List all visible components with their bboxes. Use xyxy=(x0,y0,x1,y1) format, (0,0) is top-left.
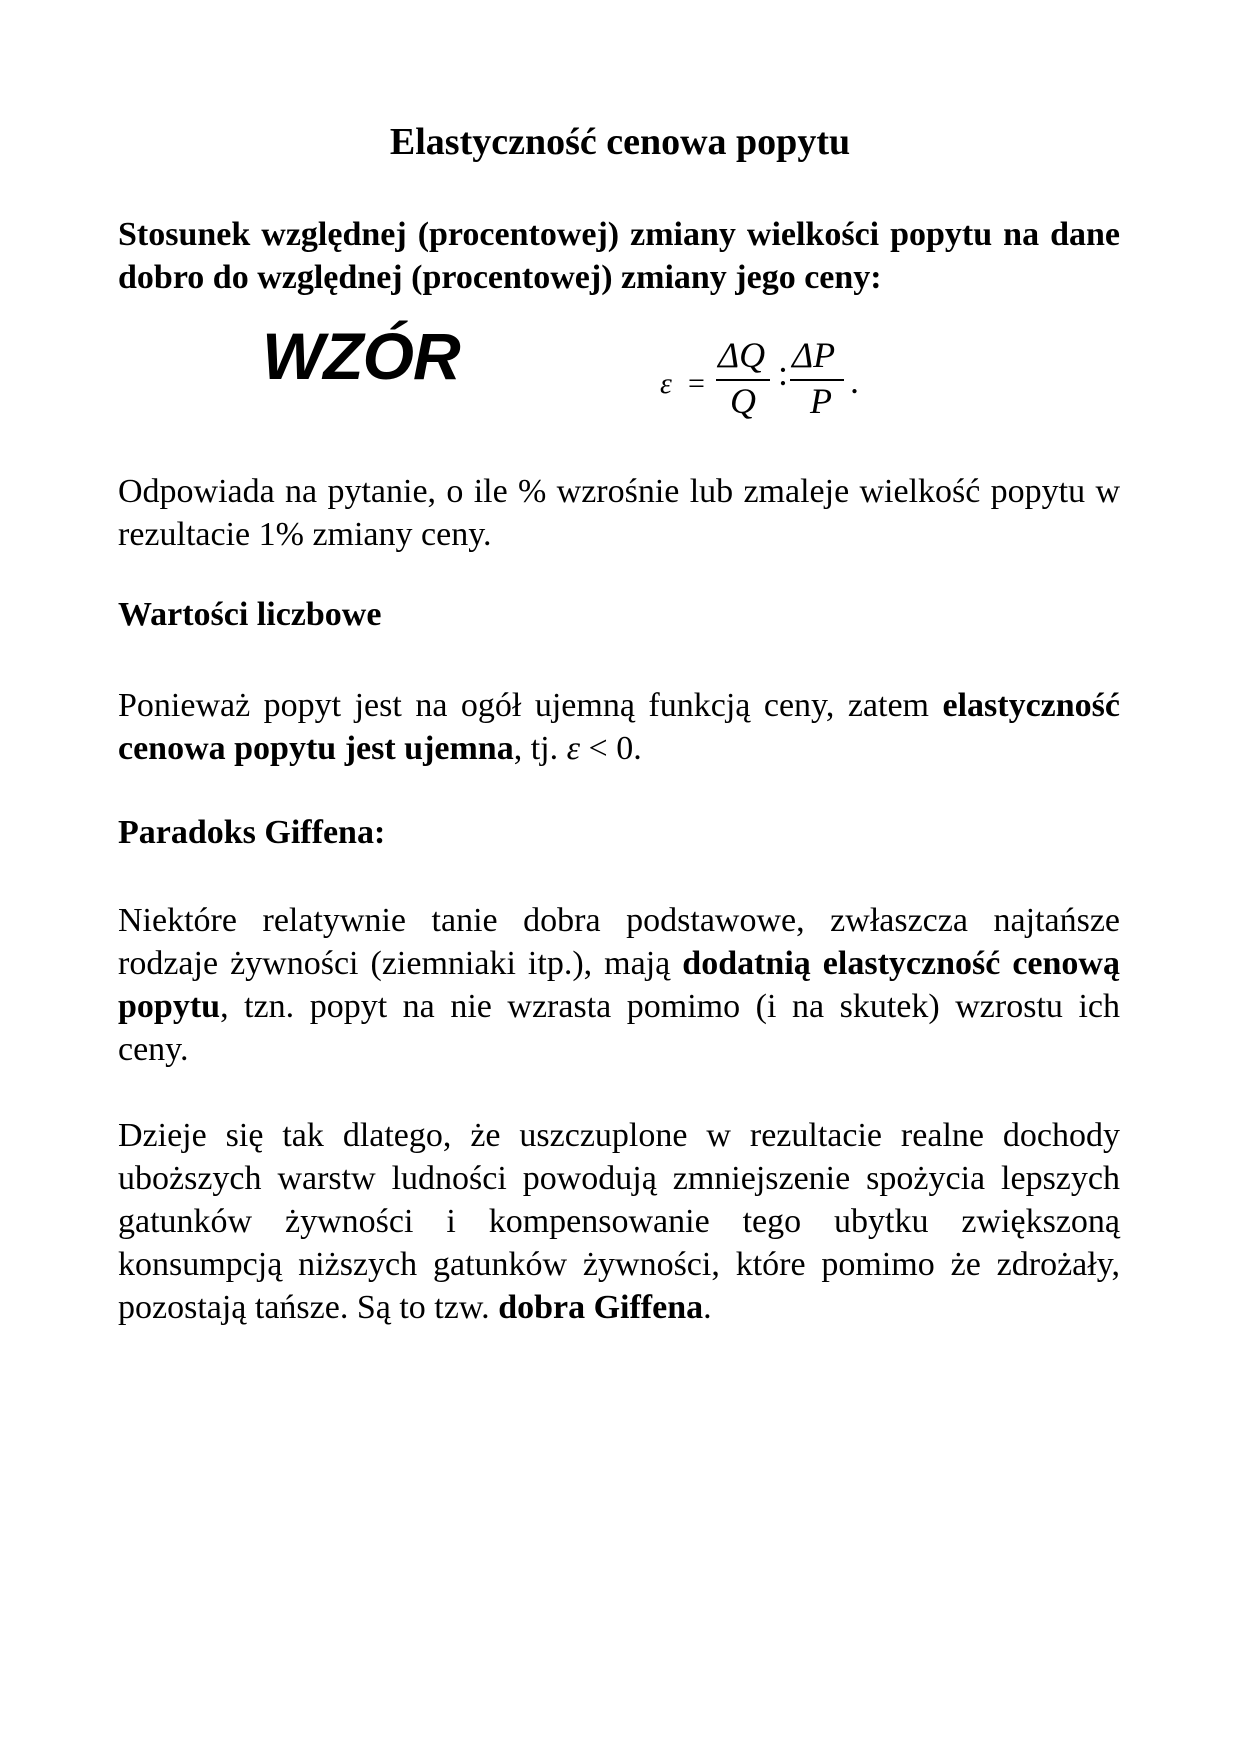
values-text-bold: elastyczność cenowa popytu jest ujemna xyxy=(118,687,1120,767)
formula-denominator-q: Q xyxy=(730,381,756,421)
giffen-heading: Paradoks Giffena: xyxy=(118,814,386,851)
giffen-p2-end: . xyxy=(703,1289,712,1326)
values-text-start: Ponieważ popyt jest na ogół ujemną funkcją ceny, zatem xyxy=(118,687,943,724)
formula-divide: : xyxy=(778,353,789,393)
giffen-paragraph-2 xyxy=(118,1114,1120,1329)
definition-paragraph: Stosunek względnej (procentowej) zmiany wielkości popytu na dane dobro do względnej (procentowej) zmiany jego ceny: xyxy=(118,216,1120,296)
giffen-p1-bold: dodatnią elastyczność cenową popytu xyxy=(118,945,1120,1025)
formula-numerator-q: ΔQ xyxy=(718,335,766,375)
inequality-epsilon: ε xyxy=(566,730,581,767)
giffen-p2-start: Dzieje się tak dlatego, że uszczuplone w rezultacie realne dochody uboższych warstw ludności powodują zmniejszenie spożycia lepszych gatunków żywności i kompensowanie tego ubytku zwiększoną konsumpcją niższych gatunków żywności, które pomimo że zdrożały, pozostają tańsze. Są to tzw. xyxy=(118,1117,1120,1326)
values-text-end: , tj. xyxy=(513,730,567,767)
giffen-paragraph-1 xyxy=(118,899,1120,1071)
elasticity-formula xyxy=(650,334,870,424)
formula-label: WZÓR xyxy=(262,319,460,393)
inequality-rest: < 0. xyxy=(580,730,642,767)
formula-numerator-p: ΔP xyxy=(792,335,836,375)
values-paragraph xyxy=(118,684,1120,770)
formula-equals: = xyxy=(688,367,705,400)
giffen-p1-start: Niektóre relatywnie tanie dobra podstawowe, zwłaszcza najtańsze rodzaje żywności (ziemniaki itp.), mają xyxy=(118,902,1120,982)
formula-period: . xyxy=(850,361,859,401)
values-heading: Wartości liczbowe xyxy=(118,596,382,633)
giffen-p2-bold: dobra Giffena xyxy=(498,1289,704,1326)
answer-paragraph: Odpowiada na pytanie, o ile % wzrośnie lub zmaleje wielkość popytu w rezultacie 1% zmiany ceny. xyxy=(118,473,1120,553)
giffen-p1-end: , tzn. popyt na nie wzrasta pomimo (i na skutek) wzrostu ich ceny. xyxy=(118,988,1120,1068)
formula-epsilon: ε xyxy=(660,367,672,400)
formula-denominator-p: P xyxy=(810,381,832,421)
page-title: Elastyczność cenowa popytu xyxy=(389,121,851,163)
